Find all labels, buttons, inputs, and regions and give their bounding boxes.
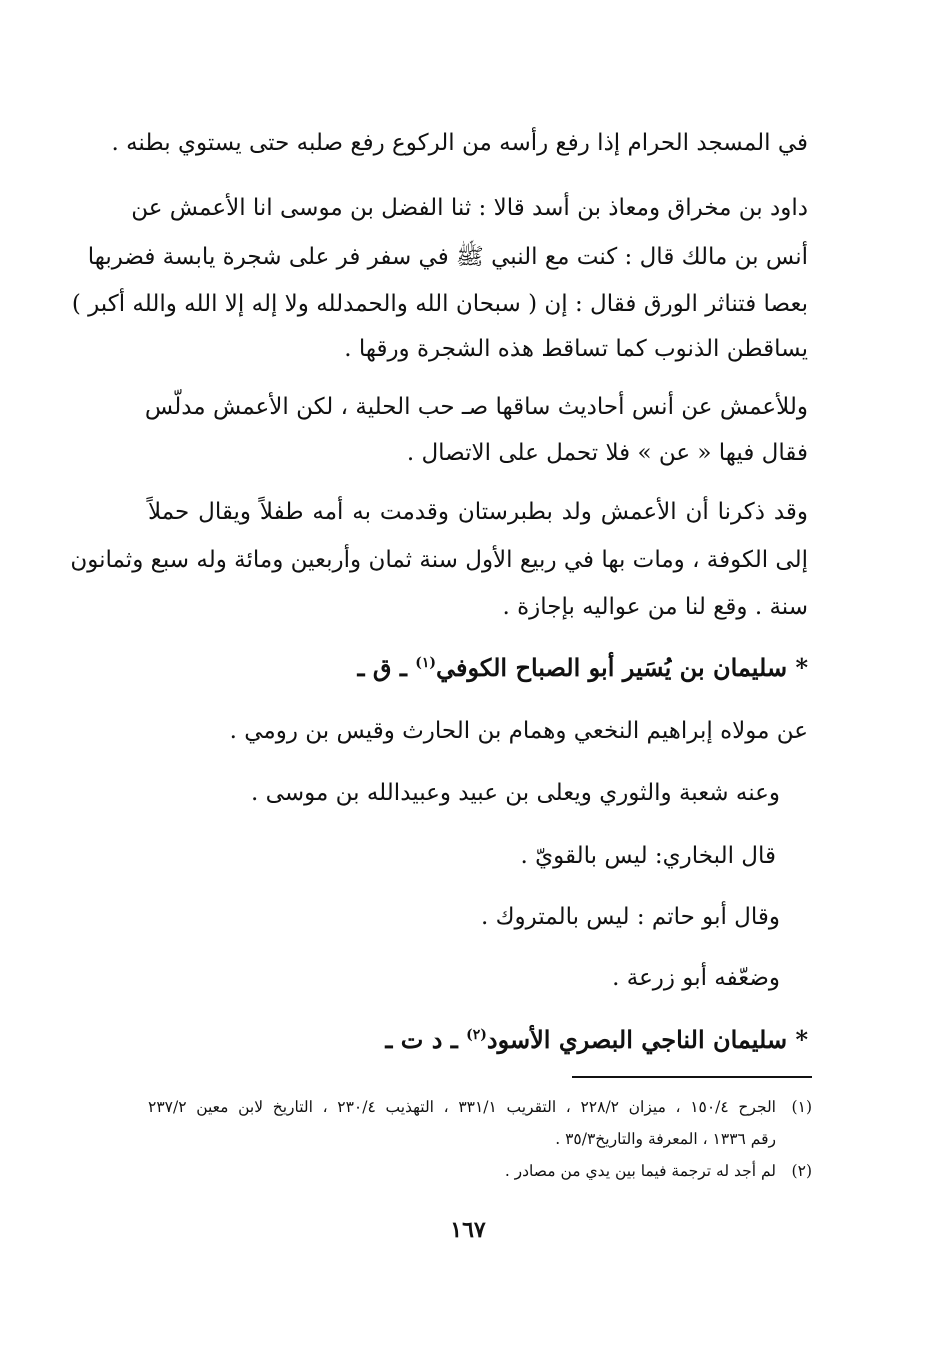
body-line-2: داود بن مخراق ومعاذ بن أسد قالا : ثنا الفضل بن موسى انا الأعمش عن — [131, 195, 808, 221]
body-line-9: إلى الكوفة ، ومات بها في ربيع الأول سنة ثمان وأربعين ومائة وله سبع وثمانون — [70, 547, 808, 573]
footnote-separator — [572, 1076, 812, 1078]
footnote-2 — [505, 1164, 812, 1180]
body-line-6: وللأعمش عن أنس أحاديث ساقها صـ حب الحلية ، لكن الأعمش مدلّس — [144, 394, 808, 420]
entry1-line-1: عن مولاه إبراهيم النخعي وهمام بن الحارث وقيس بن رومي . — [229, 718, 808, 744]
footnote-1-continuation: رقم ١٣٣٦ ، المعرفة والتاريخ٣٥/٣ . — [555, 1130, 776, 1148]
entry-heading-2-footnote-ref: (٢) — [466, 1027, 487, 1043]
entry1-line-3: قال البخاري: ليس بالقويّ . — [520, 843, 776, 869]
footnote-1-number: (١) — [791, 1098, 812, 1116]
footnote-1 — [148, 1100, 812, 1116]
entry-heading-1-suffix: ـ ق ـ — [357, 653, 416, 682]
entry1-line-2: وعنه شعبة والثوري ويعلى بن عبيد وعبيدالله بن موسى . — [251, 780, 780, 806]
body-line-10: سنة . وقع لنا من عواليه بإجازة . — [502, 594, 808, 620]
footnote-1-text: الجرح ١٥٠/٤ ، ميزان ٢٢٨/٢ ، التقريب ٣٣١/١ ، التهذيب ٢٣٠/٤ ، التاريخ لابن معين ٢٣٧/٢ — [148, 1098, 776, 1116]
entry-heading-1-name: * سليمان بن يُسَير أبو الصباح الكوفي — [435, 653, 808, 682]
entry-heading-2 — [385, 1025, 808, 1054]
entry-heading-1-footnote-ref: (١) — [415, 655, 436, 671]
page-number: ١٦٧ — [450, 1217, 486, 1243]
entry-heading-2-name: * سليمان الناجي البصري الأسود — [486, 1025, 808, 1054]
body-line-8: وقد ذكرنا أن الأعمش ولد بطبرستان وقدمت به أمه طفلاً ويقال حملاً — [148, 499, 808, 525]
body-line-1: في المسجد الحرام إذا رفع رأسه من الركوع رفع صلبه حتى يستوي بطنه . — [111, 130, 808, 156]
entry1-line-5: وضعّفه أبو زرعة . — [612, 965, 780, 991]
body-line-5: يساقطن الذنوب كما تساقط هذه الشجرة ورقها . — [344, 336, 808, 362]
entry1-line-4: وقال أبو حاتم : ليس بالمتروك . — [480, 904, 780, 930]
entry-heading-2-suffix: ـ د ت ـ — [385, 1025, 467, 1054]
body-line-7: فقال فيها « عن » فلا تحمل على الاتصال . — [406, 440, 808, 466]
entry-heading-1 — [357, 653, 808, 682]
body-line-3: أنس بن مالك قال : كنت مع النبي ﷺ في سفر فر على شجرة يابسة فضربها — [87, 244, 808, 270]
footnote-2-number: (٢) — [791, 1162, 812, 1180]
body-line-4: بعصا فتناثر الورق فقال : إن ( سبحان الله والحمدلله ولا إله إلا الله والله أكبر ) — [71, 291, 808, 317]
footnote-2-text: لم أجد له ترجمة فيما بين يدي من مصادر . — [504, 1162, 776, 1180]
